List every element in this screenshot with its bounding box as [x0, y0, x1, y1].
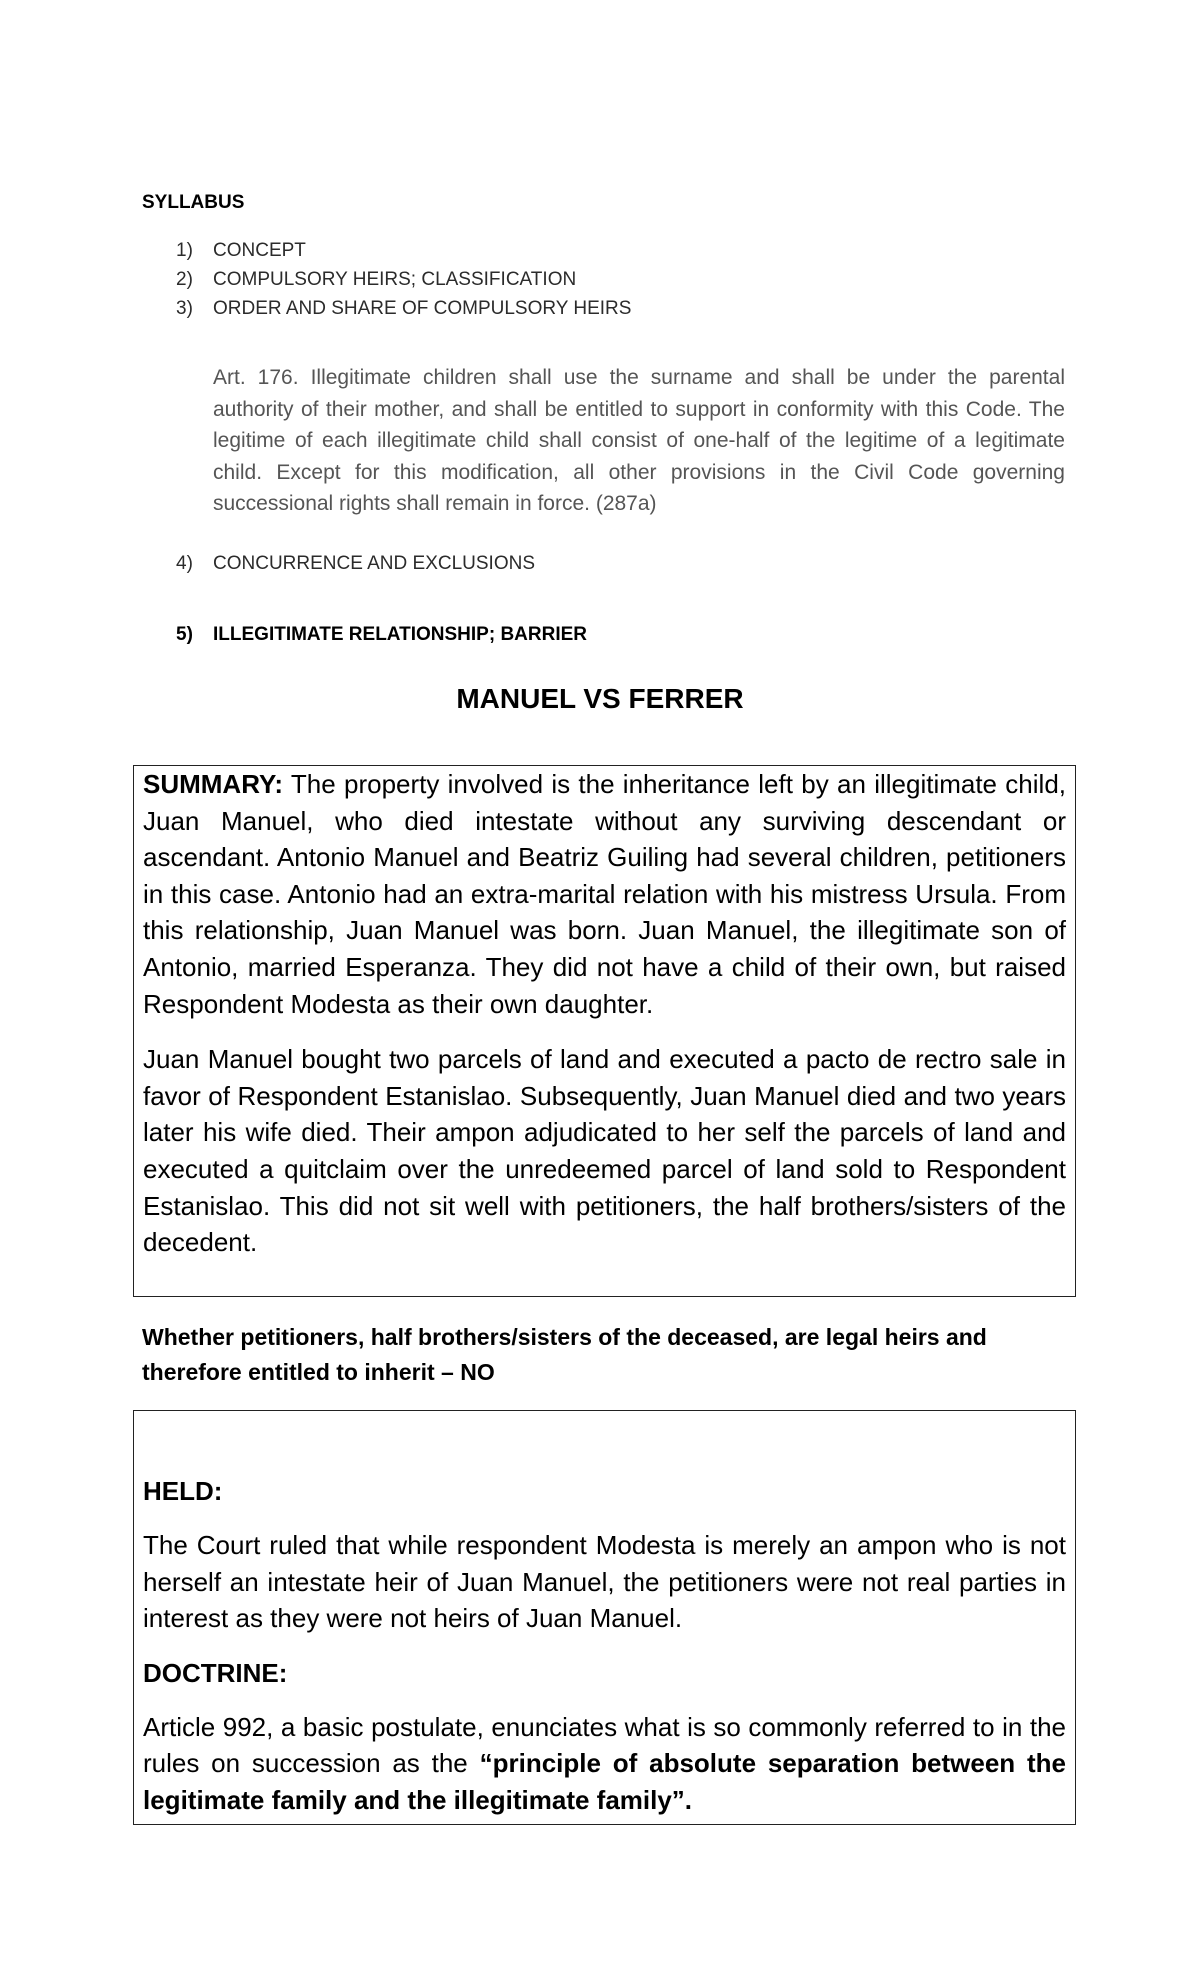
summary-paragraph — [143, 766, 1066, 1022]
list-item-number: 4) — [176, 553, 193, 574]
summary-paragraph-2: Juan Manuel bought two parcels of land and executed a pacto de rectro sale in favor of Respondent Estanislao. Subsequently, Juan Manuel died and two years later his wife died. Their ampon adjudicated to her self the parcels of land and executed a quitclaim over the unredeemed parcel of land sold to Respondent Estanislao. This did not sit well with petitioners, the half brothers/sisters of the decedent. — [143, 1044, 1066, 1258]
list-item-number: 3) — [176, 298, 193, 319]
held-text: The Court ruled that while respondent Modesta is merely an ampon who is not herself an intestate heir of Juan Manuel, the petitioners were not real parties in interest as they were not heirs of Juan Manuel. — [143, 1530, 1066, 1634]
summary-box — [133, 765, 1076, 1297]
case-title: MANUEL VS FERRER — [456, 683, 744, 714]
issue-statement: Whether petitioners, half brothers/sisters of the deceased, are legal heirs and therefore entitled to inherit – NO — [142, 1324, 987, 1385]
list-item-number: 5) — [176, 624, 193, 645]
doctrine-emphasis: “principle of absolute separation between the legitimate family and the illegitimate family”. — [143, 1748, 1066, 1815]
list-item-number: 1) — [176, 240, 193, 261]
doctrine-label: DOCTRINE: — [143, 1657, 288, 1688]
list-item-text: ILLEGITIMATE RELATIONSHIP; BARRIER — [213, 624, 588, 645]
summary-text: The property involved is the inheritance left by an illegitimate child, Juan Manuel, who died intestate without any surviving descendant or ascendant. Antonio Manuel and Beatriz Guiling had several children, petitioners in this case. Antonio had an extra-marital relation with his mistress Ursula. From this relationship, Juan Manuel was born. Juan Manuel, the illegitimate son of Antonio, married Esperanza. They did not have a child of their own, but raised Respondent Modesta as their own daughter. — [143, 769, 1066, 1019]
list-item-number: 2) — [176, 269, 193, 290]
list-item-text: CONCEPT — [213, 240, 306, 261]
doctrine-paragraph — [143, 1709, 1066, 1819]
held-box — [133, 1410, 1076, 1825]
doctrine-text: Article 992, a basic postulate, enunciates what is so commonly referred to in the rules on succession as the — [143, 1711, 1066, 1779]
summary-label: SUMMARY: — [143, 769, 284, 799]
list-item-text: COMPULSORY HEIRS; CLASSIFICATION — [213, 269, 577, 290]
syllabus-title: SYLLABUS — [142, 192, 245, 213]
list-item-text: CONCURRENCE AND EXCLUSIONS — [213, 553, 535, 574]
list-item-text: ORDER AND SHARE OF COMPULSORY HEIRS — [213, 298, 632, 319]
held-label: HELD: — [143, 1476, 223, 1506]
article-176-quote: Art. 176. Illegitimate children shall use the surname and shall be under the parental authority of their mother, and shall be entitled to support in conformity with this Code. The legitime of each illegitimate child shall consist of one-half of the legitime of a legitimate child. Except for this modification, all other provisions in the Civil Code governing successional rights shall remain in force. (287a) — [213, 366, 1065, 515]
